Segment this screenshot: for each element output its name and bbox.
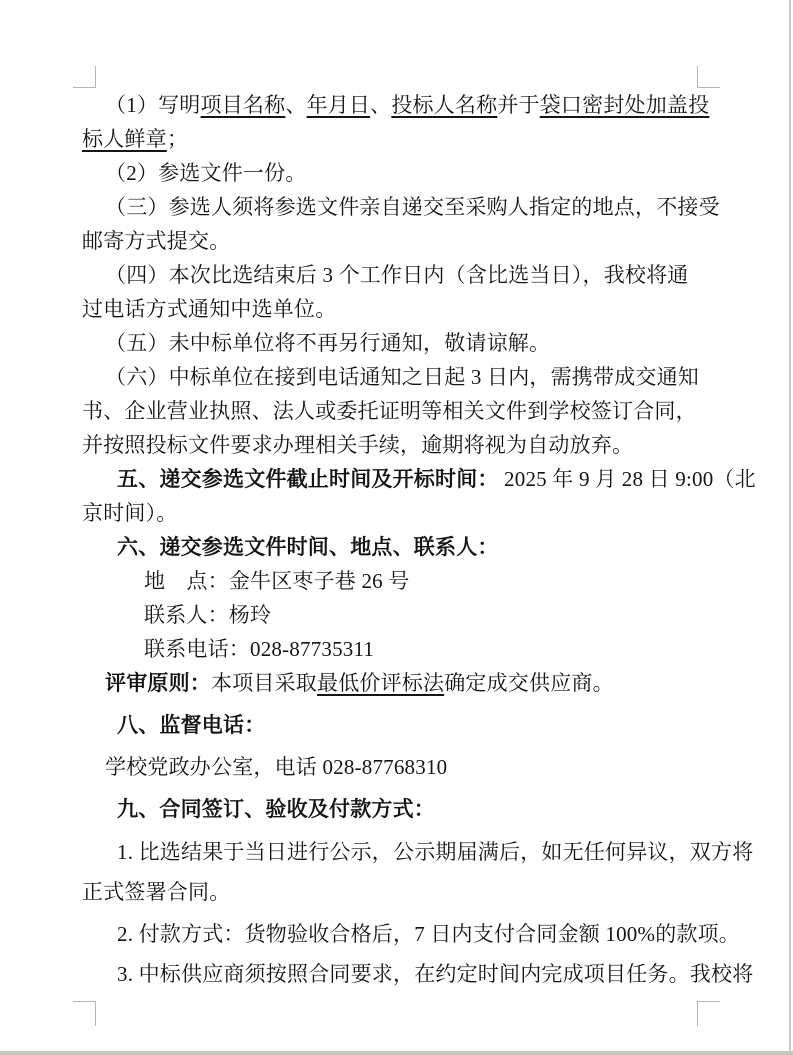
- text-segment: 、: [370, 93, 392, 117]
- clause-1-envelope-marking-line-2: [82, 122, 727, 156]
- payment-clause-3-line-1: [82, 954, 754, 994]
- page-right-edge: [789, 0, 791, 1052]
- payment-clause-2-line-1: [82, 914, 740, 954]
- text-segment: ；: [166, 127, 189, 151]
- text-segment: 正式签署合同。: [82, 880, 231, 904]
- clause-3-in-person-delivery-line-2: [82, 224, 727, 258]
- clause-6-contract-signing-requirements-line-2: [82, 394, 727, 428]
- section-6-delivery-time-place-contact-line-1: [82, 530, 727, 564]
- text-segment: 最低价评标法: [317, 671, 445, 695]
- supervision-office-phone-line-1: [82, 750, 727, 784]
- clause-4-notify-winner-line-1: [82, 258, 727, 292]
- clause-2-document-copy-line-1: [82, 156, 727, 190]
- page-bottom-edge: [0, 1051, 793, 1055]
- text-segment: 八、监督电话：: [117, 713, 266, 737]
- section-6-delivery-time-place-contact: [82, 530, 727, 564]
- text-segment: 书、企业营业执照、法人或委托证明等相关文件到学校签订合同，: [82, 399, 697, 423]
- contact-address: [82, 564, 727, 598]
- text-segment: 并按照投标文件要求办理相关手续，逾期将视为自动放弃。: [82, 433, 634, 457]
- clause-5-no-notice-unsuccessful: [82, 326, 727, 360]
- text-segment: 项目名称: [200, 93, 286, 117]
- text-segment: 标人鲜章: [82, 127, 167, 151]
- clause-3-in-person-delivery-line-1: [82, 190, 727, 224]
- document-body: [82, 88, 756, 994]
- clause-6-contract-signing-requirements-line-3: [82, 428, 727, 462]
- text-segment: （2）参选文件一份。: [105, 161, 307, 185]
- evaluation-principle-line-1: [82, 666, 727, 700]
- text-segment: 过电话方式通知中选单位。: [82, 297, 337, 321]
- clause-6-contract-signing-requirements-line-1: [82, 360, 727, 394]
- text-segment: 地 点：金牛区枣子巷 26 号: [144, 569, 410, 593]
- clause-2-document-copy: [82, 156, 727, 190]
- text-segment: 、: [285, 93, 307, 117]
- text-segment: 五、递交参选文件截止时间及开标时间：: [117, 467, 499, 491]
- contact-address-line-1: [82, 564, 727, 598]
- text-segment: 联系人：杨玲: [144, 603, 272, 627]
- text-segment: 年月日: [306, 93, 371, 117]
- section-8-supervision-phone-line-1: [82, 708, 727, 742]
- section-5-deadline-and-opening-time-line-2: [82, 496, 727, 530]
- clause-5-no-notice-unsuccessful-line-1: [82, 326, 727, 360]
- contact-phone: [82, 632, 727, 666]
- section-5-deadline-and-opening-time-line-1: [82, 462, 756, 496]
- text-segment: 袋口密封处加盖投: [539, 93, 710, 117]
- clause-1-envelope-marking: [82, 88, 727, 156]
- text-boundary-mark-bottom-left: [73, 1001, 96, 1026]
- contact-phone-line-1: [82, 632, 727, 666]
- payment-clause-2: [82, 914, 740, 954]
- text-boundary-mark-top-right: [697, 66, 720, 88]
- text-segment: （1）写明: [105, 93, 201, 117]
- text-segment: 2. 付款方式：货物验收合格后，7 日内支付合同金额 100%的款项。: [117, 922, 740, 946]
- section-9-contract-acceptance-payment-line-1: [82, 792, 727, 826]
- section-9-contract-acceptance-payment: [82, 792, 727, 826]
- text-segment: （三）参选人须将参选文件亲自递交至采购人指定的地点，不接受: [105, 195, 720, 219]
- text-segment: 本项目采取: [211, 671, 317, 695]
- clause-4-notify-winner-line-2: [82, 292, 727, 326]
- text-segment: 3. 中标供应商须按照合同要求，在约定时间内完成项目任务。我校将: [117, 962, 754, 986]
- payment-clause-3: [82, 954, 754, 994]
- contact-person: [82, 598, 727, 632]
- contact-person-line-1: [82, 598, 727, 632]
- text-segment: 京时间）。: [82, 501, 178, 525]
- text-segment: 并于: [497, 93, 540, 117]
- evaluation-principle: [82, 666, 727, 700]
- clause-6-contract-signing-requirements: [82, 360, 727, 462]
- text-segment: （六）中标单位在接到电话通知之日起 3 日内，需携带成交通知: [105, 365, 699, 389]
- payment-clause-1: [82, 832, 754, 912]
- text-segment: 联系电话：028-87735311: [144, 637, 375, 661]
- text-segment: 投标人名称: [391, 93, 498, 117]
- text-boundary-mark-bottom-right: [697, 1001, 720, 1026]
- text-segment: 评审原则：: [105, 671, 211, 695]
- text-segment: 九、合同签订、验收及付款方式：: [117, 797, 435, 821]
- text-segment: 1. 比选结果于当日进行公示，公示期届满后，如无任何异议，双方将: [117, 840, 754, 864]
- section-5-deadline-and-opening-time: [82, 462, 756, 530]
- text-segment: （五）未中标单位将不再另行通知，敬请谅解。: [105, 331, 551, 355]
- payment-clause-1-line-2: [82, 872, 727, 912]
- text-segment: 确定成交供应商。: [444, 671, 614, 695]
- payment-clause-1-line-1: [82, 832, 754, 872]
- text-segment: 邮寄方式提交。: [82, 229, 231, 253]
- clause-3-in-person-delivery: [82, 190, 727, 258]
- clause-1-envelope-marking-line-1: [82, 88, 727, 122]
- supervision-office-phone: [82, 750, 727, 784]
- text-segment: 学校党政办公室，电话 028-87768310: [105, 755, 448, 779]
- text-segment: 六、递交参选文件时间、地点、联系人：: [117, 535, 499, 559]
- text-boundary-mark-top-left: [73, 66, 96, 88]
- text-segment: 2025 年 9 月 28 日 9:00（北: [498, 467, 756, 491]
- section-8-supervision-phone: [82, 708, 727, 742]
- clause-4-notify-winner: [82, 258, 727, 326]
- text-segment: （四）本次比选结束后 3 个工作日内（含比选当日），我校将通: [105, 263, 689, 287]
